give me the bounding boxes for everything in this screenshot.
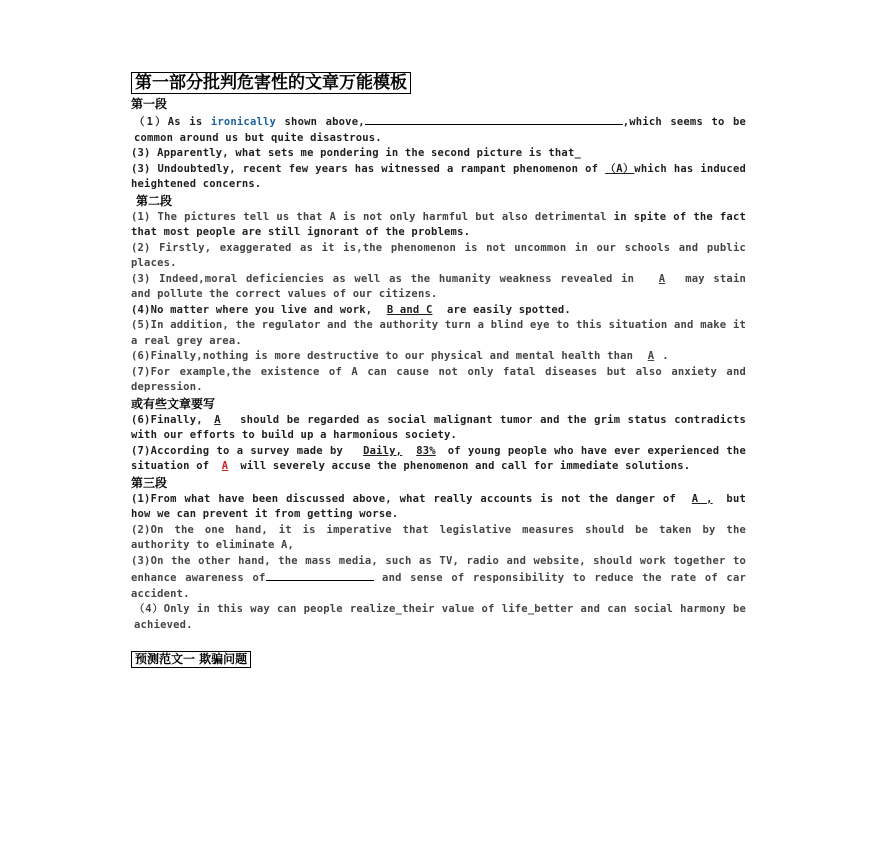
paragraph-1-1: [134, 113, 746, 146]
fill-blank: 83%: [416, 444, 436, 457]
paragraph-1-2: (3) Apparently, what sets me pondering in the second picture is that_: [131, 147, 581, 159]
text: in spite of the fact that most people are still ignorant of the problems.: [131, 210, 746, 238]
paragraph-2-3: [131, 272, 746, 303]
fill-blank: （A）: [605, 162, 635, 175]
text: .: [662, 350, 669, 362]
text: (3) Undoubtedly, recent few years has witnessed a rampant phenomenon of: [131, 162, 599, 175]
fill-blank: B and C: [386, 303, 433, 316]
paragraph-3-2: (2)On the one hand, it is imperative that legislative measures should be taken by the authority to eliminate A,: [131, 523, 746, 551]
document-page: [131, 72, 746, 668]
fill-blank: A: [214, 413, 221, 426]
text: （1）As is: [134, 116, 211, 128]
section-heading-2: 第二段: [136, 193, 173, 208]
paragraph-2-2: (2) Firstly, exaggerated as it is,the phenomenon is not uncommon in our schools and public places.: [131, 241, 746, 269]
paragraph-2-4: [131, 303, 746, 319]
fill-blank: [365, 113, 623, 125]
text: and sense of responsibility to reduce the rate of car accident.: [131, 572, 746, 600]
section-heading-extra: 或有些文章要写: [131, 396, 216, 411]
fill-blank: A: [647, 350, 655, 362]
paragraph-2-6: [131, 349, 746, 365]
paragraph-extra-7: [131, 444, 746, 475]
page-title: 第一部分批判危害性的文章万能模板: [131, 72, 411, 94]
paragraph-extra-6: [131, 413, 746, 444]
section-heading-1: 第一段: [131, 97, 168, 111]
text: are easily spotted.: [440, 303, 571, 316]
text: but how we can prevent it from getting worse.: [131, 492, 746, 520]
paragraph-2-5: (5)In addition, the regulator and the authority turn a blind eye to this situation and make it a real grey area.: [131, 319, 746, 347]
text: shown above,: [276, 116, 365, 128]
paragraph-1-3: [131, 162, 746, 193]
footer-heading: 预测范文一 欺骗问题: [131, 651, 251, 668]
text: of young people who have ever experienced the situation of: [131, 444, 746, 472]
text: (1) The pictures tell us that A is not only harmful but also detrimental: [131, 210, 607, 223]
fill-blank: A: [221, 460, 229, 472]
paragraph-3-1: [131, 492, 746, 523]
text: (1)From what have been discussed above, what really accounts is not the danger of: [131, 492, 684, 505]
fill-blank: Daily,: [363, 444, 403, 457]
text: (3)On the other hand, the mass media, such as TV, radio and website, should work together to enhance awareness of: [131, 554, 746, 584]
text: will severely accuse the phenomenon and call for immediate solutions.: [240, 460, 691, 472]
text: ,which seems to be common around us but quite disastrous.: [134, 116, 747, 144]
text: should be regarded as social malignant tumor and the grim status contradicts with our efforts to build up a harmonious society.: [131, 413, 746, 441]
highlight-word: ironically: [210, 116, 277, 128]
paragraph-3-4: （4）Only in this way can people realize_their value of life_better and can social harmony be achieved.: [134, 603, 746, 631]
text: (4)No matter where you live and work,: [131, 303, 379, 316]
fill-blank: A ,: [691, 492, 713, 505]
section-heading-3: 第三段: [131, 475, 168, 490]
paragraph-2-1: [131, 210, 746, 241]
text: may stain and pollute the correct values of our citizens.: [131, 272, 746, 300]
fill-blank: [266, 569, 374, 581]
text: (6)Finally,: [131, 413, 211, 426]
paragraph-2-7: (7)For example,the existence of A can cause not only fatal diseases but also anxiety and depression.: [131, 365, 746, 393]
paragraph-3-3: [131, 554, 746, 603]
fill-blank: A: [658, 272, 666, 285]
text: (6)Finally,nothing is more destructive to our physical and mental health than: [131, 350, 640, 362]
text: (3) Indeed,moral deficiencies as well as the humanity weakness revealed in: [131, 272, 643, 285]
text: (7)According to a survey made by: [131, 444, 344, 457]
text: which has induced heightened concerns.: [131, 162, 746, 190]
